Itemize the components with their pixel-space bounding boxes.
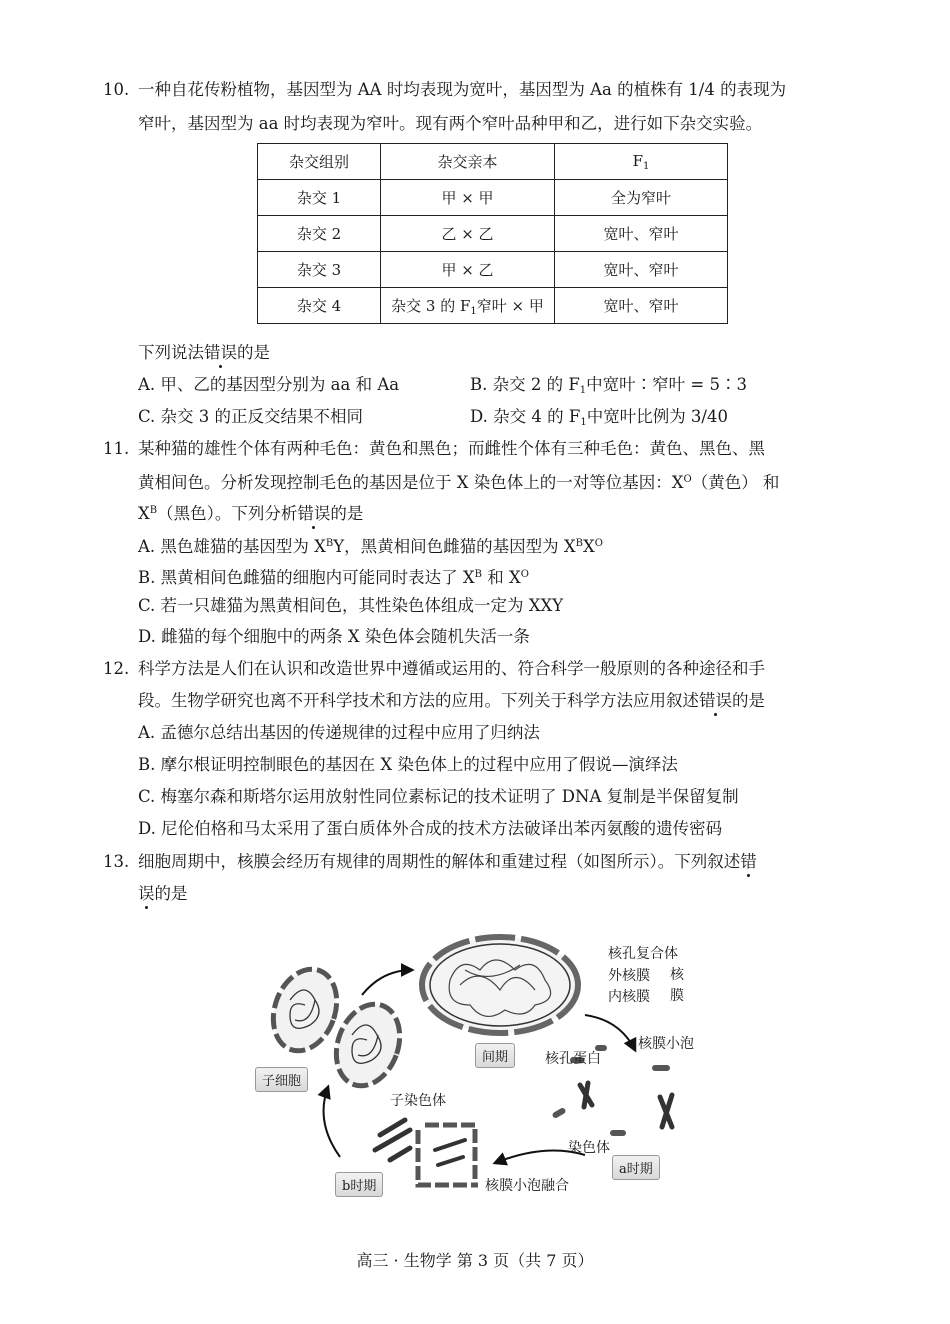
q10-option-b[interactable]: B. 杂交 2 的 $F_1$中宽叶∶窄叶 = 5∶3: [470, 375, 747, 396]
q10-question: 下列说法错误的是: [138, 343, 270, 362]
label-nucleoporin: 核孔蛋白: [545, 1051, 601, 1067]
cell-f1: 宽叶、窄叶: [555, 216, 728, 252]
table-header-row: [258, 144, 728, 180]
label-nuclear-envelope: 核 膜: [670, 967, 684, 1004]
label-outer-membrane: 外核膜: [608, 968, 650, 984]
label-nuclear-vesicle: 核膜小泡: [638, 1036, 694, 1052]
cell-group: 杂交 1: [258, 180, 381, 216]
q12-stem-line-2: 段。生物学研究也离不开科学技术和方法的应用。下列关于科学方法应用叙述错误的是: [138, 691, 765, 710]
table-row: [258, 216, 728, 252]
table-row: [258, 180, 728, 216]
label-chromosome: 染色体: [568, 1140, 610, 1156]
cross-experiment-table: [257, 143, 728, 324]
arrow-to-a-phase: [585, 1015, 635, 1050]
tag-interphase: 间期: [475, 1043, 515, 1068]
cell-parents: 乙 × 乙: [381, 216, 555, 252]
header-f1: $F_1$: [555, 144, 728, 180]
q12-option-a[interactable]: A. 孟德尔总结出基因的传递规律的过程中应用了归纳法: [138, 723, 540, 742]
cell-f1: 宽叶、窄叶: [555, 252, 728, 288]
nuclear-envelope-cycle-diagram: [250, 925, 720, 1205]
cell-group: 杂交 3: [258, 252, 381, 288]
q10-stem-line-2: 窄叶，基因型为 aa 时均表现为窄叶。现有两个窄叶品种甲和乙，进行如下杂交实验。: [138, 114, 763, 133]
q10-option-a[interactable]: A. 甲、乙的基因型分别为 aa 和 Aa: [138, 375, 400, 394]
q13-number: 13.: [103, 852, 130, 871]
q12-option-d[interactable]: D. 尼伦伯格和马太采用了蛋白质体外合成的技术方法破译出苯丙氨酸的遗传密码: [138, 819, 723, 838]
q11-stem-line-1: 某种猫的雄性个体有两种毛色：黄色和黑色；而雌性个体有三种毛色：黄色、黑色、黑: [138, 439, 765, 458]
q11-number: 11.: [103, 439, 130, 458]
arrow-to-daughter-cells: [324, 1087, 340, 1157]
q12-option-b[interactable]: B. 摩尔根证明控制眼色的基因在 X 染色体上的过程中应用了假说—演绎法: [138, 755, 678, 774]
page-footer: 高三 · 生物学 第 3 页（共 7 页）: [356, 1251, 594, 1270]
cell-f1: 全为窄叶: [555, 180, 728, 216]
q12-option-c[interactable]: C. 梅塞尔森和斯塔尔运用放射性同位素标记的技术证明了 DNA 复制是半保留复制: [138, 787, 739, 806]
q12-number: 12.: [103, 659, 130, 678]
table-row: [258, 288, 728, 324]
table-row: [258, 252, 728, 288]
label-daughter-chromosome: 子染色体: [390, 1093, 446, 1109]
q11-stem-line-2: 黄相间色。分析发现控制毛色的基因是位于 X 染色体上的一对等位基因：$X^O$（黄色） 和: [138, 473, 780, 492]
label-nuclear-pore-complex: 核孔复合体: [608, 946, 678, 962]
b-phase-chromosomes: [375, 1120, 478, 1185]
label-vesicle-fusion: 核膜小泡融合: [485, 1178, 569, 1194]
q13-stem-line-2: 误的是: [138, 884, 188, 903]
q10-number: 10.: [103, 80, 130, 99]
header-group: 杂交组别: [258, 144, 381, 180]
q10-option-d[interactable]: D. 杂交 4 的 $F_1$中宽叶比例为 3/40: [470, 407, 728, 428]
q11-stem-line-3: $X^B$（黑色）。下列分析错误的是: [138, 504, 364, 523]
cell-f1: 宽叶、窄叶: [555, 288, 728, 324]
cell-group: 杂交 2: [258, 216, 381, 252]
q11-option-c[interactable]: C. 若一只雄猫为黑黄相间色，其性染色体组成一定为 XXY: [138, 596, 564, 615]
header-parents: 杂交亲本: [381, 144, 555, 180]
cell-group: 杂交 4: [258, 288, 381, 324]
cell-parents: 甲 × 甲: [381, 180, 555, 216]
q11-option-d[interactable]: D. 雌猫的每个细胞中的两条 X 染色体会随机失活一条: [138, 627, 530, 646]
q10-stem-line-1: 一种自花传粉植物，基因型为 AA 时均表现为宽叶，基因型为 Aa 的植株有 1/4 的表现为: [138, 80, 787, 99]
q12-stem-line-1: 科学方法是人们在认识和改造世界中遵循或运用的、符合科学一般原则的各种途径和手: [138, 659, 765, 678]
q10-option-c[interactable]: C. 杂交 3 的正反交结果不相同: [138, 407, 364, 426]
cell-parents: 甲 × 乙: [381, 252, 555, 288]
label-inner-membrane: 内核膜: [608, 989, 650, 1005]
tag-daughter-cell: 子细胞: [255, 1067, 308, 1092]
q13-stem-line-1: 细胞周期中，核膜会经历有规律的周期性的解体和重建过程（如图所示）。下列叙述错: [138, 852, 757, 871]
interphase-nucleus: [422, 937, 578, 1033]
q11-option-b[interactable]: B. 黑黄相间色雌猫的细胞内可能同时表达了 $X^B$ 和 $X^O$: [138, 568, 529, 587]
tag-a-phase: a时期: [612, 1155, 660, 1180]
q11-option-a[interactable]: A. 黑色雄猫的基因型为 $X^BY$，黑黄相间色雌猫的基因型为 $X^BX^O$: [138, 537, 603, 556]
arrow-to-interphase: [362, 970, 412, 995]
tag-b-phase: b时期: [335, 1172, 383, 1197]
cell-parents: 杂交 3 的 $F_1$窄叶 × 甲: [381, 288, 555, 324]
